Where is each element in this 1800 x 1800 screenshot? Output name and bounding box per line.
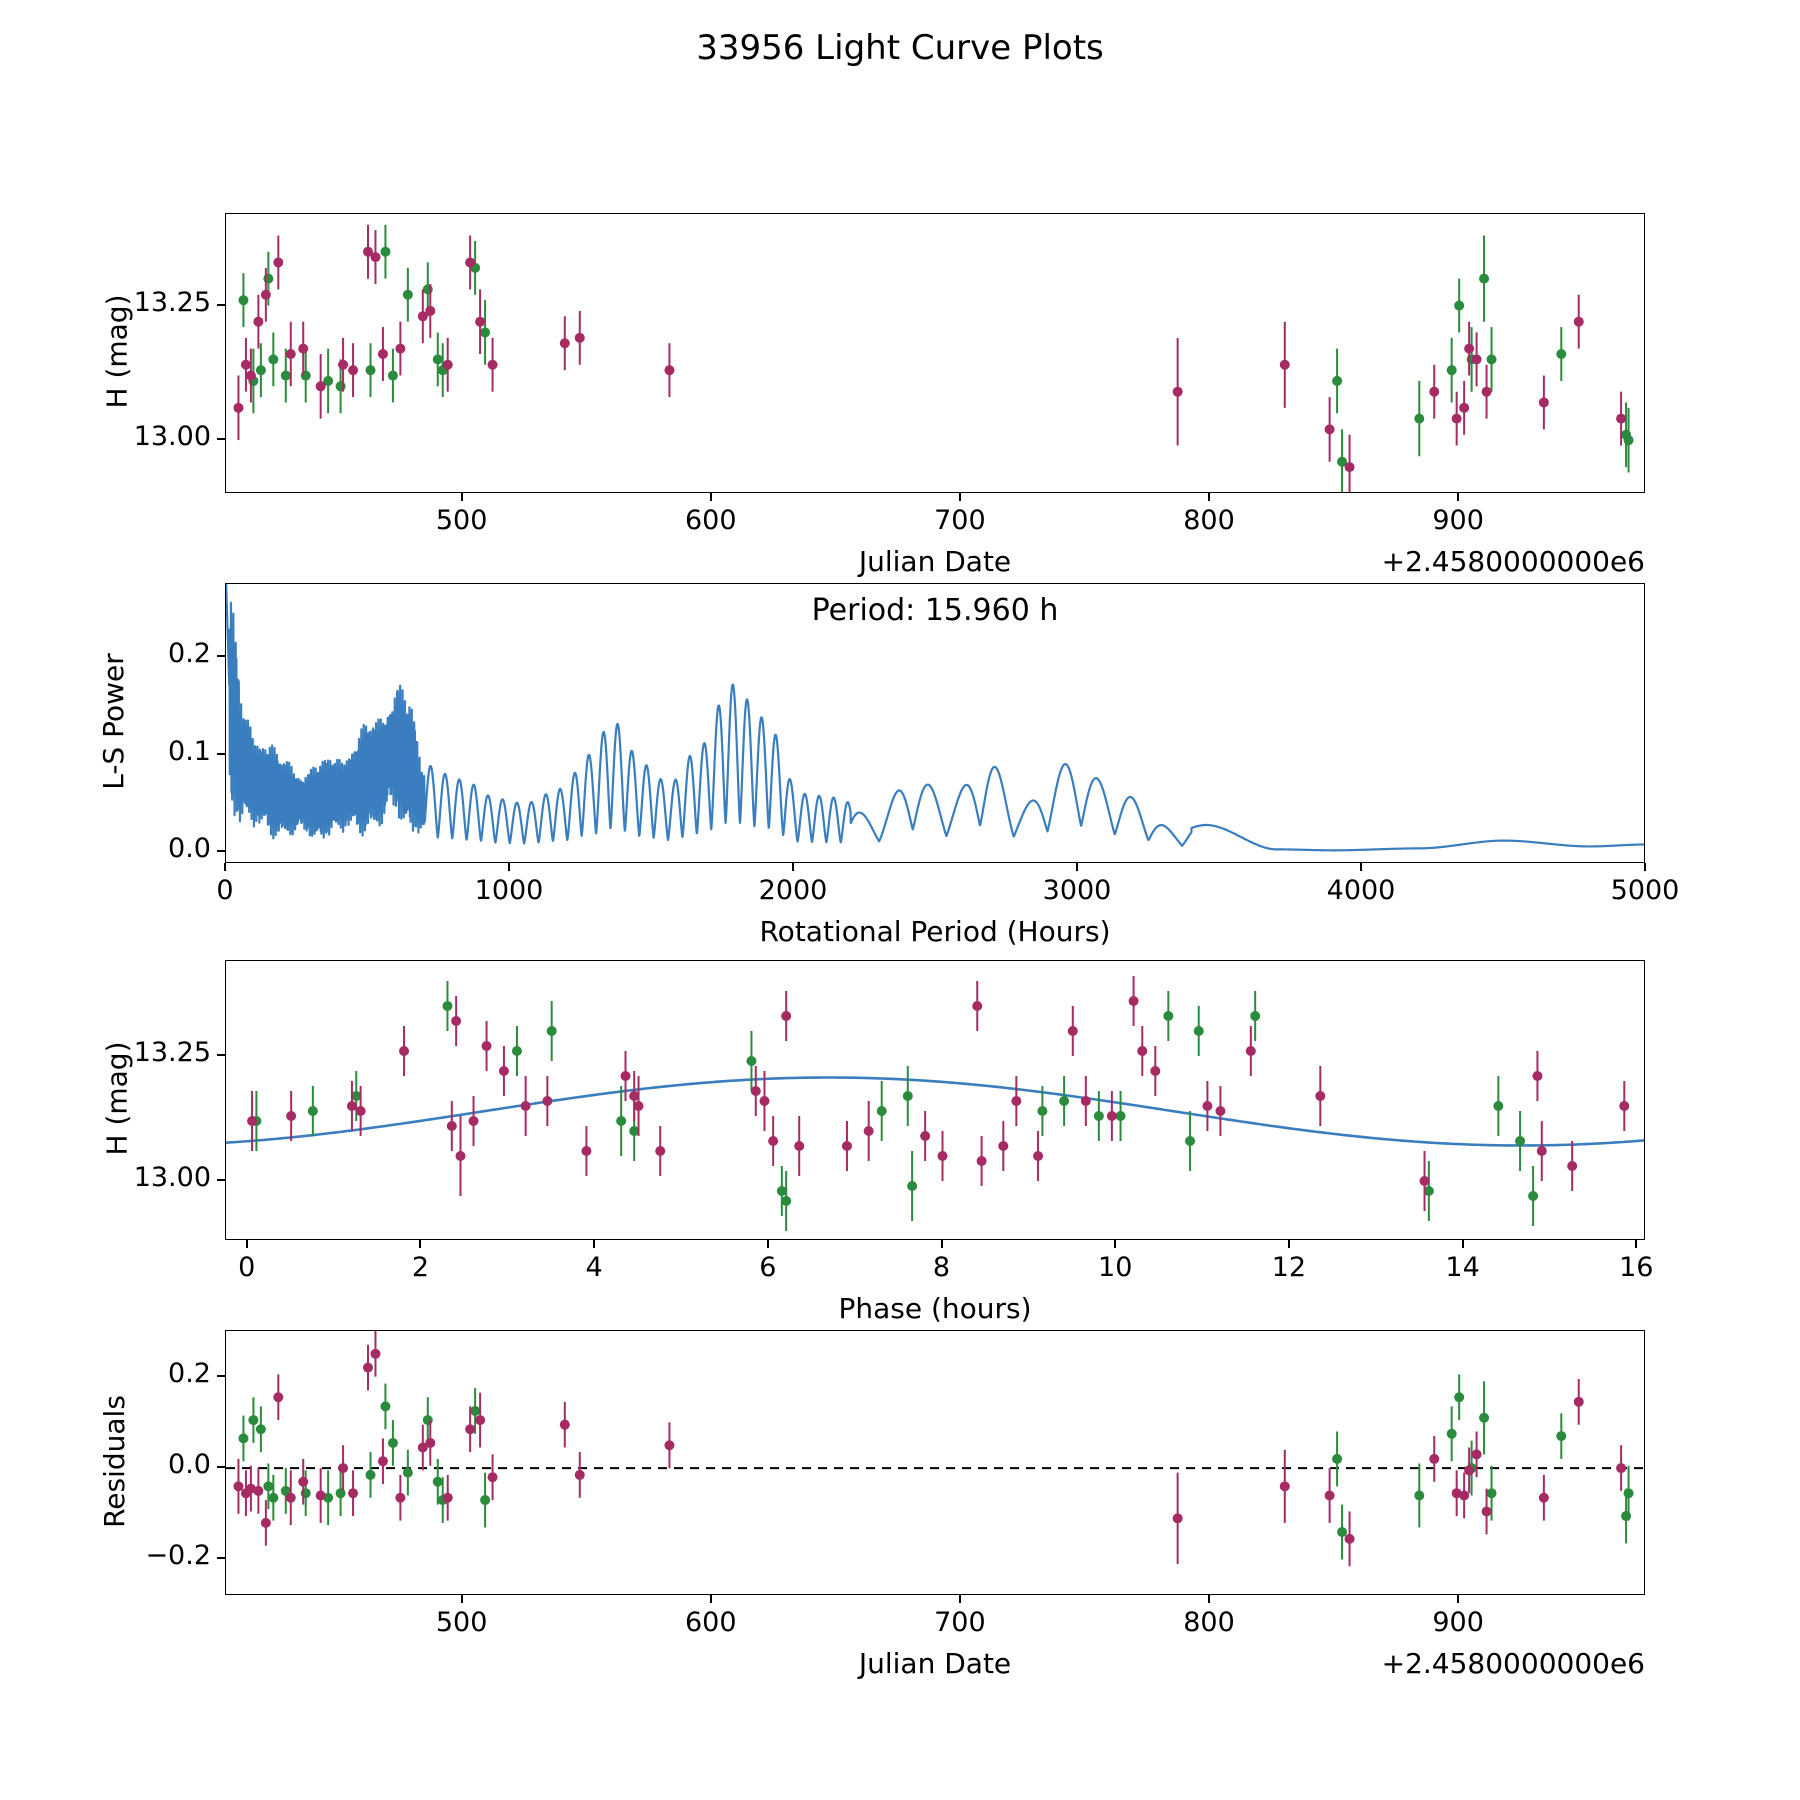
- tick-label: 700: [934, 505, 986, 536]
- tick-label: 4000: [1326, 875, 1396, 906]
- tick-mark: [217, 850, 225, 852]
- tick-label: 800: [1183, 505, 1235, 536]
- tick-mark: [217, 438, 225, 440]
- tick-label: 500: [435, 505, 488, 536]
- tick-mark: [224, 863, 226, 871]
- tick-mark: [1208, 1595, 1210, 1603]
- tick-label: 16: [1619, 1252, 1654, 1283]
- tick-label: 6: [759, 1252, 777, 1283]
- series-green: [238, 1374, 1633, 1559]
- tick-mark: [217, 655, 225, 657]
- tick-label: 800: [1183, 1607, 1235, 1638]
- tick-label: 900: [1432, 505, 1484, 536]
- tick-mark: [792, 863, 794, 871]
- tick-label: 8: [932, 1252, 951, 1283]
- tick-mark: [1360, 863, 1362, 871]
- tick-mark: [1208, 493, 1210, 501]
- tick-mark: [941, 1240, 943, 1248]
- tick-mark: [1114, 1240, 1116, 1248]
- phased-plot-area: [226, 961, 1645, 1240]
- phased-ylabel: H (mag): [100, 1041, 134, 1156]
- tick-label: 600: [685, 1607, 737, 1638]
- tick-mark: [1457, 1595, 1459, 1603]
- tick-mark: [419, 1240, 421, 1248]
- tick-label: 14: [1445, 1252, 1480, 1283]
- tick-mark: [217, 1375, 225, 1377]
- residuals-axes: [225, 1330, 1645, 1595]
- tick-label: 1000: [474, 875, 544, 906]
- tick-mark: [1288, 1240, 1290, 1248]
- tick-mark: [1462, 1240, 1464, 1248]
- tick-label: 0.0: [168, 833, 211, 865]
- tick-mark: [959, 1595, 961, 1603]
- residuals-xlabel: Julian Date: [858, 1647, 1012, 1680]
- residuals-ylabel: Residuals: [97, 1394, 131, 1528]
- tick-mark: [508, 863, 510, 871]
- tick-label: 13.00: [133, 1162, 211, 1193]
- tick-label: 4: [585, 1252, 603, 1283]
- tick-mark: [767, 1240, 769, 1248]
- tick-mark: [1635, 1240, 1637, 1248]
- tick-label: 900: [1432, 1607, 1484, 1638]
- series-magenta: [247, 976, 1629, 1211]
- series-magenta: [233, 1331, 1626, 1566]
- phased-axes: [225, 960, 1645, 1240]
- tick-mark: [461, 493, 463, 501]
- tick-label: 13.00: [133, 421, 211, 453]
- tick-mark: [959, 493, 961, 501]
- tick-mark: [246, 1240, 248, 1248]
- tick-label: 0.1: [168, 735, 211, 767]
- period-annotation: Period: 15.960 h: [811, 593, 1059, 628]
- tick-label: 0.2: [168, 638, 211, 670]
- lightcurve-xlabel: Julian Date: [858, 545, 1012, 578]
- lightcurve-x-offset-label: +2.4580000000e6: [1381, 545, 1645, 578]
- tick-label: 12: [1271, 1252, 1307, 1283]
- tick-mark: [217, 1179, 225, 1181]
- tick-mark: [217, 1557, 225, 1559]
- tick-mark: [1644, 863, 1646, 871]
- periodogram-ylabel: L-S Power: [96, 653, 130, 790]
- tick-label: 5000: [1610, 875, 1680, 906]
- tick-mark: [710, 1595, 712, 1603]
- tick-mark: [593, 1240, 595, 1248]
- tick-label: 3000: [1042, 875, 1112, 906]
- tick-mark: [217, 304, 225, 306]
- tick-mark: [217, 1054, 225, 1056]
- tick-label: 13.25: [133, 1037, 211, 1068]
- tick-label: 13.25: [133, 286, 211, 318]
- phased-xlabel: Phase (hours): [838, 1292, 1032, 1325]
- tick-label: 0: [238, 1252, 256, 1283]
- residuals-x-offset-label: +2.4580000000e6: [1381, 1647, 1645, 1680]
- tick-label: 2: [411, 1252, 429, 1283]
- figure-title: 33956 Light Curve Plots: [696, 28, 1104, 68]
- lightcurve-ylabel: H (mag): [100, 294, 134, 409]
- tick-label: 600: [685, 505, 737, 536]
- tick-label: 2000: [758, 875, 828, 906]
- tick-mark: [1076, 863, 1078, 871]
- periodogram-xlabel: Rotational Period (Hours): [759, 915, 1111, 948]
- tick-label: 700: [934, 1607, 986, 1638]
- lightcurve-plot-area: [226, 214, 1645, 493]
- tick-label: 0: [216, 875, 234, 906]
- tick-mark: [461, 1595, 463, 1603]
- tick-mark: [217, 1466, 225, 1468]
- tick-mark: [1457, 493, 1459, 501]
- residuals-plot-area: [226, 1331, 1645, 1595]
- series-green: [251, 981, 1538, 1231]
- tick-label: 0.2: [168, 1357, 211, 1389]
- tick-label: 0.0: [168, 1449, 211, 1481]
- lightcurve-axes: [225, 213, 1645, 493]
- tick-mark: [710, 493, 712, 501]
- tick-label: 500: [435, 1607, 488, 1638]
- tick-mark: [217, 753, 225, 755]
- tick-label: 10: [1098, 1252, 1133, 1283]
- tick-label: −0.2: [145, 1540, 211, 1572]
